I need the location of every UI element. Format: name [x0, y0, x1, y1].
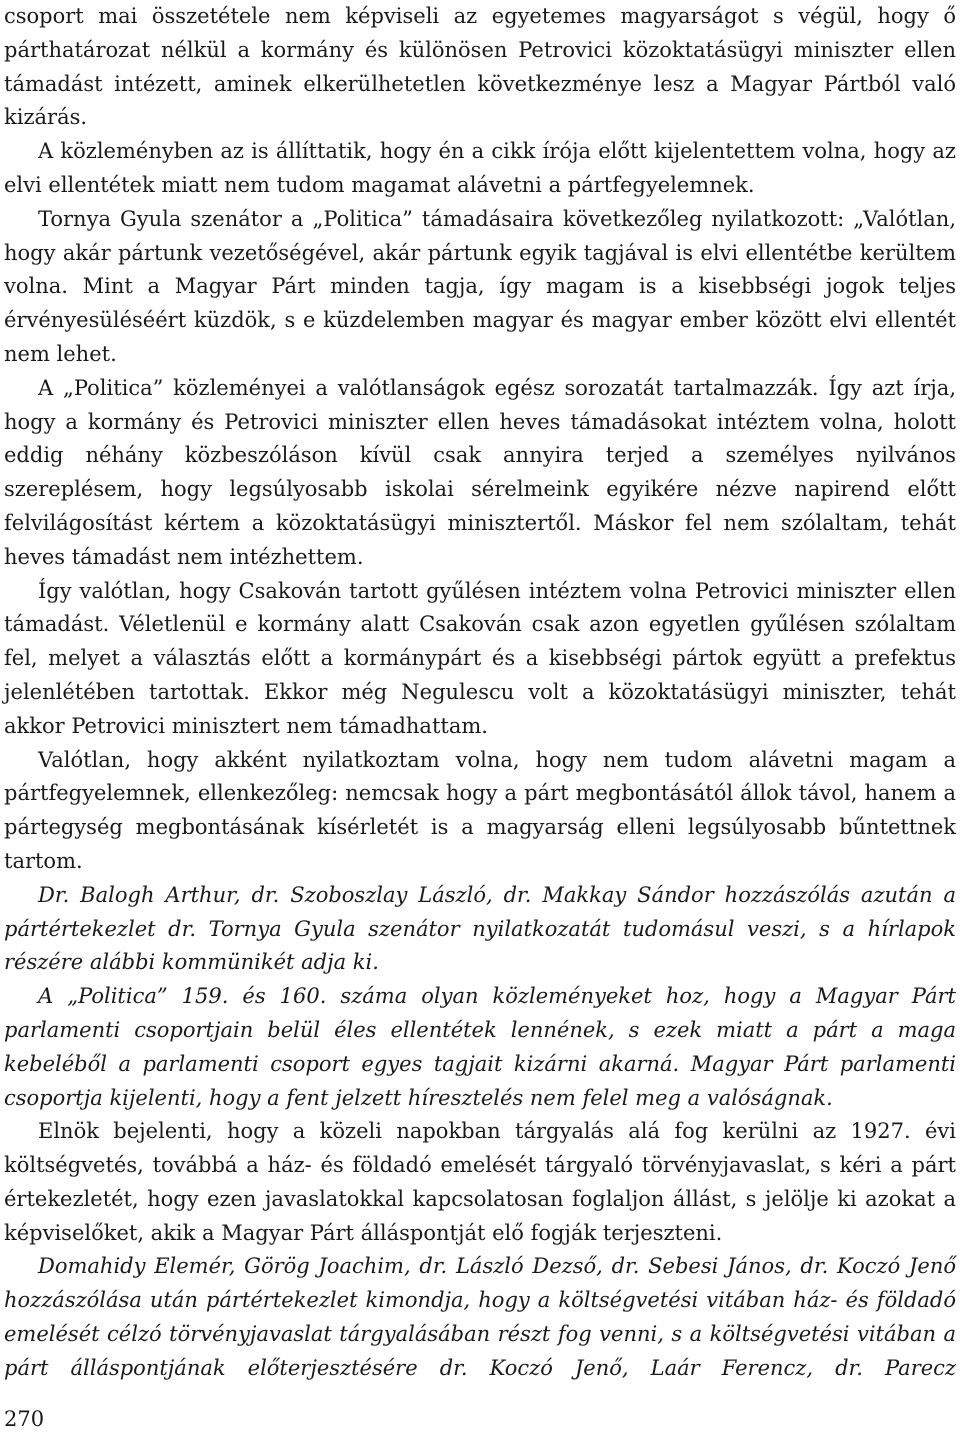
paragraph-9: Elnök bejelenti, hogy a közeli napokban tárgyalás alá fog kerülni az 1927. évi költségvetés, továbbá a ház- és földadó emelését tárgyaló törvényjavaslat, s kéri a párt értekezletét, hogy ezen javaslatokkal kapcsolatosan foglaljon állást, s jelölje ki azokat a képviselőket, akik a Magyar Párt álláspontját elő fogják terjeszteni.: [4, 1119, 956, 1245]
paragraph-10-italic: Domahidy Elemér, Görög Joachim, dr. László Dezső, dr. Sebesi János, dr. Koczó Jenő hozzászólása után pártértekezlet kimondja, hogy a költségvetési vitában ház- és földadó emelését célzó törvényjavaslat tárgyalásában részt fog venni, s a költségvetési vitában a párt álláspontjának előterjesztésére dr. Koczó Jenő, Laár Ferencz, dr. Parecz: [4, 1254, 956, 1380]
paragraph-5: Így valótlan, hogy Csakován tartott gyűlésen intéztem volna Petrovici miniszter ellen támadást. Véletlenül e kormány alatt Csakován csak azon egyetlen gyűlésen szólaltam fel, melyet a választás előtt a kormánypárt és a kisebbségi pártok együtt a prefektus jelenlétében tartottak. Ekkor még Negulescu volt a közoktatásügyi miniszter, tehát akkor Petrovici minisztert nem támadhattam.: [4, 578, 956, 738]
paragraph-8-italic: A „Politica” 159. és 160. száma olyan közleményeket hoz, hogy a Magyar Párt parlamenti csoportjain belül éles ellentétek lennének, s ezek miatt a párt a maga kebeléből a parlamenti csoport egyes tagjait kizárni akarná. Magyar Párt parlamenti csoportja kijelenti, hogy a fent jelzett híresztelés nem felel meg a valóságnak.: [4, 984, 956, 1110]
paragraph-4: A „Politica” közleményei a valótlanságok egész sorozatát tartalmazzák. Így azt írja, hogy a kormány és Petrovici miniszter ellen heves támadásokat intéztem volna, holott eddig néhány közbeszóláson kívül csak annyira terjed a személyes nyilvános szereplésem, hogy legsúlyosabb iskolai sérelmeink egyikére nézve napirend előtt felvilágosítást kértem a közoktatásügyi minisztertől. Máskor fel nem szólaltam, tehát heves támadást nem intézhettem.: [4, 375, 956, 569]
paragraph-3: Tornya Gyula szenátor a „Politica” támadásaira következőleg nyilatkozott: „Valótlan, hogy akár pártunk vezetőségével, akár pártunk egyik tagjával is elvi ellentétbe kerültem volna. Mint a Magyar Párt minden tagja, így magam is a kisebbségi jogok teljes érvényesüléséért küzdök, s e küzdelemben magyar és magyar ember között elvi ellentét nem lehet.: [4, 206, 956, 366]
paragraph-1: csoport mai összetétele nem képviseli az egyetemes magyarságot s végül, hogy ő párthatározat nélkül a kormány és különösen Petrovici közoktatásügyi miniszter ellen támadást intézett, aminek elkerülhetetlen következménye lesz a Magyar Pártból való kizárás.: [4, 4, 956, 130]
document-page: [4, 0, 956, 1386]
page-number: 270: [4, 1407, 45, 1431]
paragraph-2: A közleményben az is állíttatik, hogy én a cikk írója előtt kijelentettem volna, hogy az elvi ellentétek miatt nem tudom magamat alávetni a pártfegyelemnek.: [4, 139, 956, 197]
paragraph-6: Valótlan, hogy akként nyilatkoztam volna, hogy nem tudom alávetni magam a pártfegyelemnek, ellenkezőleg: nemcsak hogy a párt megbontásától állok távol, hanem a pártegység megbontásának kísérletét is a magyarság elleni legsúlyosabb bűntettnek tartom.: [4, 747, 956, 873]
paragraph-7-italic: Dr. Balogh Arthur, dr. Szoboszlay László, dr. Makkay Sándor hozzászólás azután a pártértekezlet dr. Tornya Gyula szenátor nyilatkozatát tudomásul veszi, s a hírlapok részére alábbi kommünikét adja ki.: [4, 882, 956, 975]
